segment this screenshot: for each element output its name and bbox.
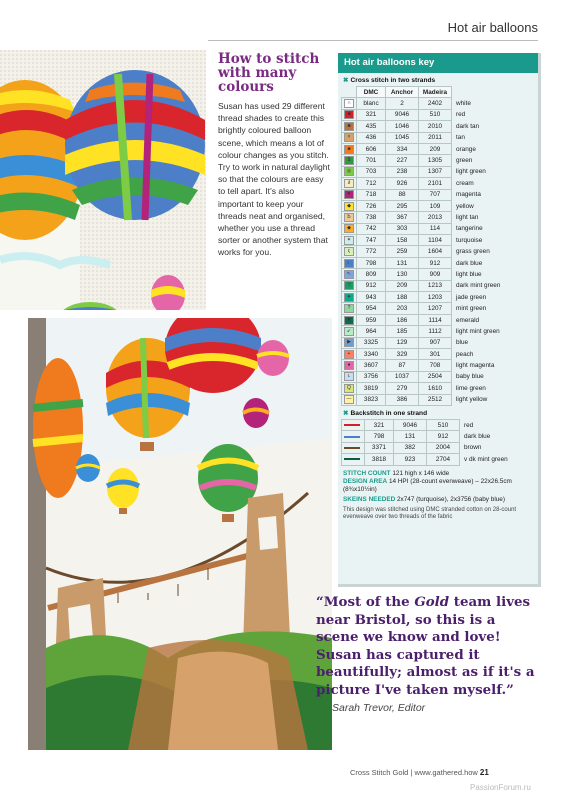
thread-symbol: ↙: [344, 327, 354, 336]
key-symbol-cell: [342, 121, 357, 132]
backstitch-table: [341, 419, 510, 466]
key-symbol-cell: [342, 155, 357, 166]
colour-name: dark tan: [456, 122, 480, 130]
bridge-scene-photo: [28, 318, 332, 750]
key-row: [342, 292, 503, 303]
key-row: [342, 337, 503, 348]
thread-symbol: Q: [344, 384, 354, 393]
madeira-cell: 2512: [419, 394, 452, 405]
backstitch-line-swatch: [344, 447, 360, 449]
howto-body: Susan has used 29 different thread shades to create this brightly coloured balloon scene, which means a lot of colour changes as you stitch. Try to work in natural daylight so that the colours are easy to tell apart. It's also important to keep your threads neat and organised, whether you use a thread sorter or another system that works for you.: [218, 101, 330, 258]
key-row: [342, 166, 503, 177]
key-row: [342, 394, 503, 405]
anchor-cell: 158: [386, 235, 419, 246]
skeins-value: 2x747 (turquoise), 2x3756 (baby blue): [396, 495, 505, 503]
colour-name: emerald: [456, 316, 480, 324]
key-row: [342, 109, 503, 120]
dmc-cell: 703: [357, 166, 386, 177]
thread-symbol: ?: [344, 304, 354, 313]
madeira-cell: 209: [419, 143, 452, 154]
key-symbol-cell: [342, 98, 357, 109]
dmc-cell: 321: [365, 419, 394, 430]
colour-name: baby blue: [456, 373, 484, 381]
key-symbol-cell: [342, 383, 357, 394]
anchor-cell: 279: [386, 383, 419, 394]
key-symbol-cell: [342, 280, 357, 291]
dmc-cell: 3823: [357, 394, 386, 405]
cross-stitch-heading-text: Cross stitch in two strands: [350, 77, 436, 84]
colour-name: turquoise: [456, 236, 483, 244]
dmc-cell: 912: [357, 280, 386, 291]
key-row: [342, 360, 503, 371]
colour-name: v dk mint green: [464, 455, 508, 463]
key-row: [342, 98, 503, 109]
anchor-cell: 367: [386, 212, 419, 223]
madeira-cell: 2013: [419, 212, 452, 223]
thread-symbol: ▶: [344, 338, 354, 347]
backstitch-line-swatch: [344, 436, 360, 438]
key-row: [342, 178, 503, 189]
symbol-column-header: [342, 87, 357, 98]
anchor-cell: 9046: [386, 109, 419, 120]
madeira-cell: 2010: [419, 121, 452, 132]
colour-name: red: [464, 421, 474, 429]
editor-quote: [316, 594, 542, 714]
anchor-cell: 295: [386, 200, 419, 211]
backstitch-row: [342, 431, 510, 442]
anchor-cell: 2: [386, 98, 419, 109]
colour-name: peach: [456, 350, 474, 358]
key-symbol-cell: [342, 269, 357, 280]
colour-name: light tan: [456, 213, 479, 221]
key-row: [342, 189, 503, 200]
key-row: [342, 280, 503, 291]
dmc-cell: 3340: [357, 348, 386, 359]
anchor-cell: 923: [394, 454, 427, 465]
colour-name: dark blue: [456, 259, 483, 267]
key-symbol-cell: [342, 212, 357, 223]
key-symbol-cell: [342, 314, 357, 325]
backstitch-line-cell: [342, 454, 365, 465]
cross-icon: ✖: [343, 409, 349, 417]
anchor-cell: 227: [386, 155, 419, 166]
watermark: PassionForum.ru: [470, 783, 531, 792]
key-row: [342, 155, 503, 166]
key-symbol-cell: [342, 348, 357, 359]
key-symbol-cell: [342, 326, 357, 337]
quote-part-2: team lives near Bristol, so this is a scene we know and love! Susan has captured it beautifully; almost as if it's a picture I've taken myself.”: [316, 594, 535, 698]
quote-text: [316, 594, 542, 700]
key-row: [342, 223, 503, 234]
dmc-cell: 435: [357, 121, 386, 132]
colour-name: mint green: [456, 305, 487, 313]
anchor-cell: 185: [386, 326, 419, 337]
colour-name: brown: [464, 444, 482, 452]
backstitch-row: [342, 419, 510, 430]
thread-symbol: ∂: [344, 179, 354, 188]
madeira-cell: 1112: [419, 326, 452, 337]
madeira-cell: 2011: [419, 132, 452, 143]
madeira-cell: 708: [419, 360, 452, 371]
howto-column: [218, 52, 330, 259]
key-symbol-cell: [342, 109, 357, 120]
madeira-column-header: Madeira: [419, 87, 452, 98]
colour-name: dark blue: [464, 433, 491, 441]
colour-name: lime green: [456, 384, 486, 392]
key-row: [342, 132, 503, 143]
backstitch-row: [342, 454, 510, 465]
colour-name: grass green: [456, 248, 490, 256]
dmc-cell: 3819: [357, 383, 386, 394]
key-symbol-cell: [342, 246, 357, 257]
anchor-cell: 303: [386, 223, 419, 234]
key-symbol-cell: [342, 223, 357, 234]
page-footer: [350, 768, 489, 777]
thread-symbol: ✶: [344, 236, 354, 245]
anchor-cell: 203: [386, 303, 419, 314]
madeira-cell: 1307: [419, 166, 452, 177]
madeira-cell: 114: [419, 223, 452, 234]
dmc-cell: 959: [357, 314, 386, 325]
balloons-closeup-photo: [0, 50, 206, 310]
anchor-cell: 382: [394, 442, 427, 453]
cross-icon: ✖: [343, 77, 349, 84]
dmc-cell: 726: [357, 200, 386, 211]
thread-key-panel: [338, 53, 541, 587]
key-symbol-cell: [342, 132, 357, 143]
dmc-cell: 964: [357, 326, 386, 337]
backstitch-line-swatch: [344, 458, 360, 460]
anchor-cell: 186: [386, 314, 419, 325]
thread-symbol: ʟ: [344, 372, 354, 381]
page-section-title: Hot air balloons: [447, 20, 538, 35]
key-title: Hot air balloons key: [338, 53, 538, 73]
skeins-label: SKEINS NEEDED: [343, 495, 396, 503]
key-symbol-cell: [342, 360, 357, 371]
dmc-cell: 436: [357, 132, 386, 143]
thread-symbol: ■: [344, 145, 354, 154]
thread-symbol: ▼: [344, 316, 354, 325]
key-row: [342, 371, 503, 382]
stitch-count-label: STITCH COUNT: [343, 469, 391, 477]
colour-name: tan: [456, 134, 465, 142]
cross-stitch-heading: [338, 73, 538, 86]
colour-name: white: [456, 100, 471, 108]
key-row: [342, 348, 503, 359]
thread-symbol: ◆: [344, 224, 354, 233]
madeira-cell: 109: [419, 200, 452, 211]
thread-symbol: ↖: [344, 270, 354, 279]
backstitch-heading-text: Backstitch in one strand: [350, 409, 428, 417]
key-symbol-cell: [342, 200, 357, 211]
anchor-cell: 386: [386, 394, 419, 405]
colour-name: magenta: [456, 191, 481, 199]
anchor-cell: 926: [386, 178, 419, 189]
thread-symbol: Ь: [344, 213, 354, 222]
quote-attribution: Sarah Trevor, Editor: [332, 701, 426, 714]
anchor-cell: 209: [386, 280, 419, 291]
thread-symbol: ◎: [344, 167, 354, 176]
colour-name: light magenta: [456, 362, 495, 370]
backstitch-row: [342, 442, 510, 453]
anchor-cell: 238: [386, 166, 419, 177]
madeira-cell: 1305: [419, 155, 452, 166]
key-row: [342, 269, 503, 280]
colour-name: light yellow: [456, 396, 488, 404]
madeira-cell: 909: [419, 269, 452, 280]
anchor-cell: 329: [386, 348, 419, 359]
key-row: [342, 257, 503, 268]
colour-name: dark mint green: [456, 282, 501, 290]
dmc-cell: 798: [357, 257, 386, 268]
thread-symbol: ■: [344, 110, 354, 119]
quote-gold-word: Gold: [414, 594, 450, 610]
fabric-note: This design was stitched using DMC stranded cotton on 28-count evenweave over two threads of the fabric: [343, 506, 517, 521]
key-symbol-cell: [342, 235, 357, 246]
colour-name: tangerine: [456, 225, 483, 233]
anchor-cell: 129: [386, 337, 419, 348]
colour-name: cream: [456, 179, 474, 187]
dmc-cell: 738: [357, 212, 386, 223]
colour-name: orange: [456, 145, 476, 153]
madeira-cell: 510: [427, 419, 460, 430]
anchor-cell: 188: [386, 292, 419, 303]
thread-symbol: ✦: [344, 293, 354, 302]
dmc-cell: 809: [357, 269, 386, 280]
thread-symbol: $: [344, 156, 354, 165]
key-symbol-cell: [342, 257, 357, 268]
colour-name: red: [456, 111, 466, 119]
madeira-cell: 1213: [419, 280, 452, 291]
anchor-cell: 131: [386, 257, 419, 268]
thread-symbol: ♥: [344, 190, 354, 199]
dmc-cell: 798: [365, 431, 394, 442]
thread-symbol: ●: [344, 361, 354, 370]
madeira-cell: 1604: [419, 246, 452, 257]
stitch-count-value: 121 high x 146 wide: [392, 469, 450, 477]
key-row: [342, 143, 503, 154]
madeira-cell: 2504: [419, 371, 452, 382]
thread-symbol: —: [344, 395, 354, 404]
anchor-column-header: Anchor: [386, 87, 419, 98]
backstitch-line-cell: [342, 442, 365, 453]
dmc-cell: 321: [357, 109, 386, 120]
backstitch-line-swatch: [344, 424, 360, 426]
madeira-cell: 707: [419, 189, 452, 200]
dmc-cell: 712: [357, 178, 386, 189]
dmc-cell: blanc: [357, 98, 386, 109]
backstitch-heading: [338, 406, 538, 419]
madeira-cell: 912: [427, 431, 460, 442]
anchor-cell: 1045: [386, 132, 419, 143]
name-column-header: [452, 87, 503, 98]
howto-heading: How to stitch with many colours: [218, 51, 320, 95]
madeira-cell: 2704: [427, 454, 460, 465]
dmc-cell: 772: [357, 246, 386, 257]
thread-symbol: ■: [344, 122, 354, 131]
dmc-cell: 3756: [357, 371, 386, 382]
colour-name: light mint green: [456, 327, 500, 335]
key-symbol-cell: [342, 371, 357, 382]
quote-part-1: “Most of the: [316, 594, 415, 610]
key-row: [342, 383, 503, 394]
key-symbol-cell: [342, 337, 357, 348]
dmc-cell: 3371: [365, 442, 394, 453]
cross-stitch-table: [341, 86, 503, 406]
colour-name: blue: [456, 339, 469, 347]
anchor-cell: 334: [386, 143, 419, 154]
anchor-cell: 87: [386, 360, 419, 371]
madeira-cell: 1207: [419, 303, 452, 314]
key-symbol-cell: [342, 143, 357, 154]
madeira-cell: 2004: [427, 442, 460, 453]
colour-name: light green: [456, 168, 486, 176]
dmc-cell: 747: [357, 235, 386, 246]
anchor-cell: 88: [386, 189, 419, 200]
dmc-cell: 3607: [357, 360, 386, 371]
madeira-cell: 1203: [419, 292, 452, 303]
thread-symbol: +: [344, 350, 354, 359]
key-row: [342, 303, 503, 314]
key-symbol-cell: [342, 394, 357, 405]
dmc-cell: 954: [357, 303, 386, 314]
design-info: [338, 466, 538, 522]
thread-symbol: ς: [344, 247, 354, 256]
madeira-cell: 301: [419, 348, 452, 359]
thread-symbol: ∩: [344, 99, 354, 108]
key-row: [342, 246, 503, 257]
anchor-cell: 9046: [394, 419, 427, 430]
madeira-cell: 510: [419, 109, 452, 120]
key-symbol-cell: [342, 189, 357, 200]
dmc-cell: 742: [357, 223, 386, 234]
madeira-cell: 907: [419, 337, 452, 348]
dmc-cell: 3818: [365, 454, 394, 465]
key-row: [342, 200, 503, 211]
thread-symbol: ◆: [344, 202, 354, 211]
thread-symbol: ▽: [344, 281, 354, 290]
footer-text: Cross Stitch Gold | www.gathered.how: [350, 768, 480, 777]
anchor-cell: 131: [394, 431, 427, 442]
key-row: [342, 235, 503, 246]
key-symbol-cell: [342, 178, 357, 189]
backstitch-line-cell: [342, 431, 365, 442]
key-symbol-cell: [342, 303, 357, 314]
thread-symbol: ×: [344, 133, 354, 142]
key-row: [342, 121, 503, 132]
madeira-cell: 2101: [419, 178, 452, 189]
key-row: [342, 212, 503, 223]
key-row: [342, 326, 503, 337]
dmc-cell: 701: [357, 155, 386, 166]
colour-name: yellow: [456, 202, 474, 210]
thread-symbol: ☾: [344, 259, 354, 268]
dmc-cell: 718: [357, 189, 386, 200]
anchor-cell: 130: [386, 269, 419, 280]
key-symbol-cell: [342, 292, 357, 303]
key-symbol-cell: [342, 166, 357, 177]
page-number: 21: [479, 768, 489, 777]
header-divider: [208, 40, 538, 41]
backstitch-line-cell: [342, 419, 365, 430]
dmc-column-header: DMC: [357, 87, 386, 98]
madeira-cell: 912: [419, 257, 452, 268]
madeira-cell: 1610: [419, 383, 452, 394]
madeira-cell: 1104: [419, 235, 452, 246]
dmc-cell: 943: [357, 292, 386, 303]
anchor-cell: 259: [386, 246, 419, 257]
colour-name: green: [456, 157, 473, 165]
dmc-cell: 606: [357, 143, 386, 154]
design-area-value: 14 HPI (28-count evenweave) – 22x26.5cm (8¾x10½in): [343, 477, 512, 493]
dmc-cell: 3325: [357, 337, 386, 348]
colour-name: light blue: [456, 270, 482, 278]
madeira-cell: 1114: [419, 314, 452, 325]
key-row: [342, 314, 503, 325]
anchor-cell: 1037: [386, 371, 419, 382]
design-area-label: DESIGN AREA: [343, 477, 388, 485]
colour-name: jade green: [456, 293, 487, 301]
madeira-cell: 2402: [419, 98, 452, 109]
anchor-cell: 1046: [386, 121, 419, 132]
